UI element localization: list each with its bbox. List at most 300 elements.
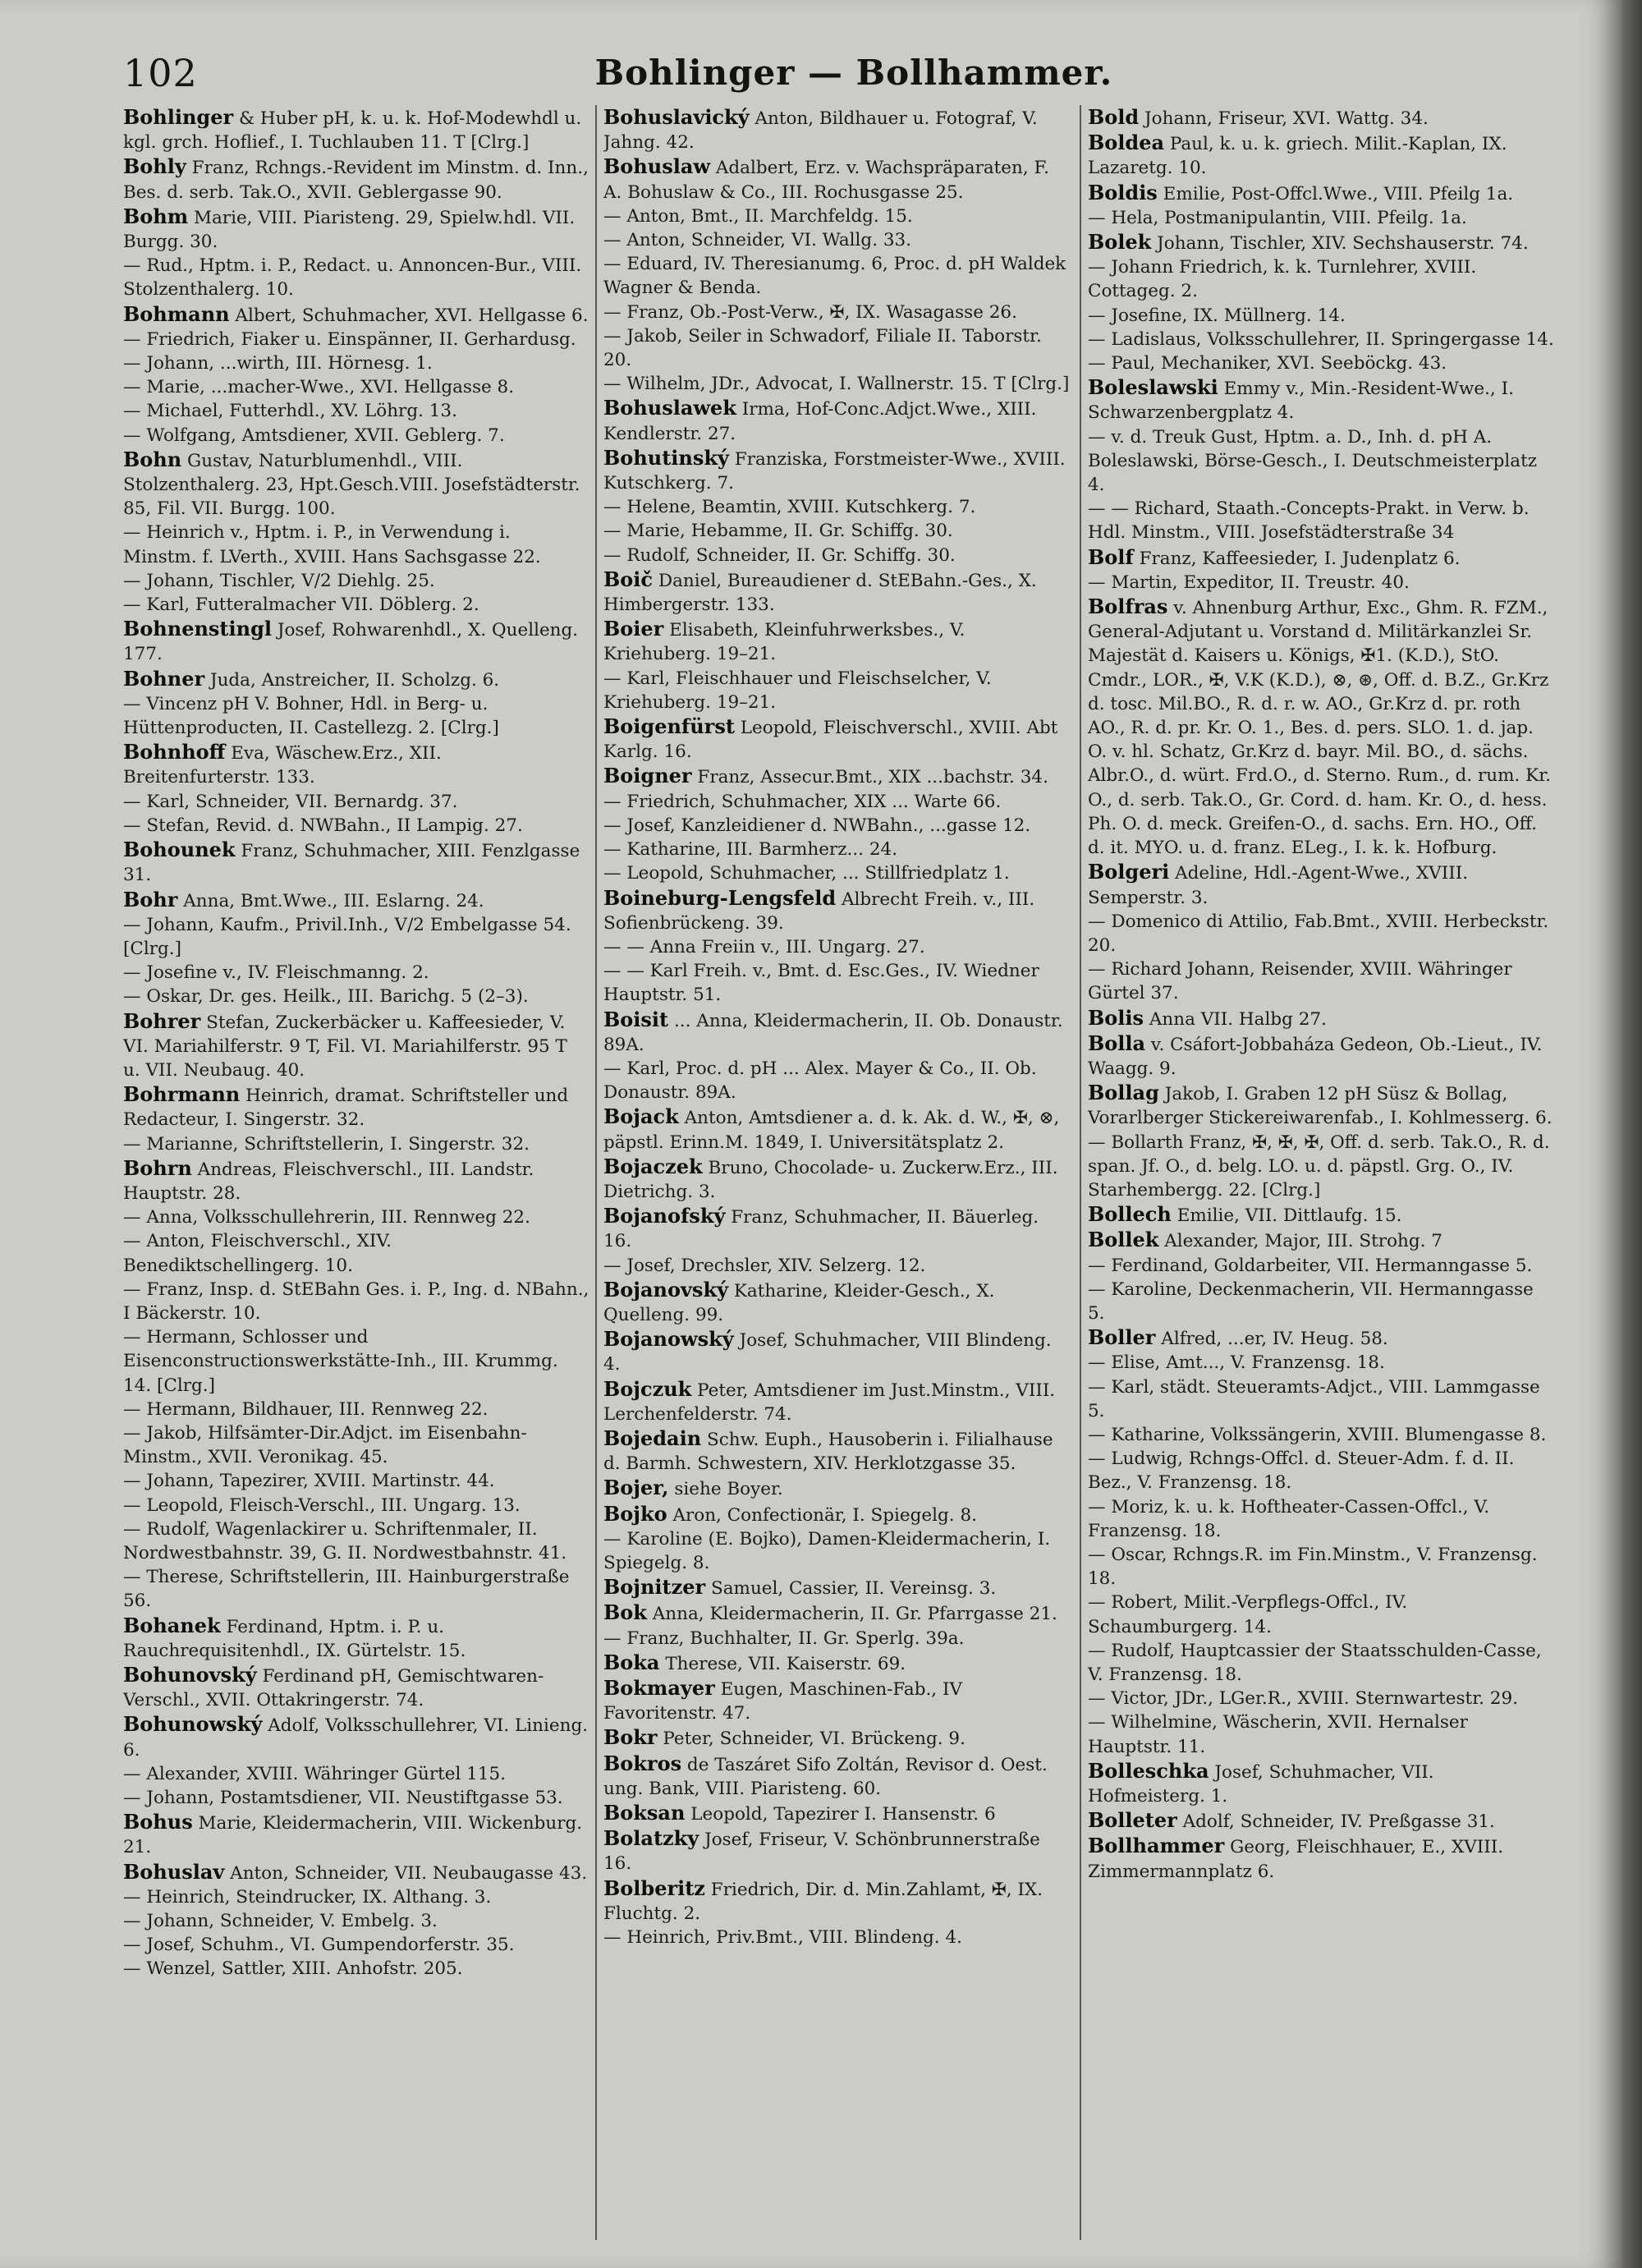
entry-details: Ferdinand pH, Gemischtwaren-Verschl., XVII. Ottakringerstr. 74. [123,1666,544,1711]
directory-entry [603,1476,1070,1501]
directory-entry [1088,1495,1554,1543]
entry-details: de Taszáret Sifo Zoltán, Revisor d. Oest. ung. Bank, VIII. Piaristeng. 60. [603,1754,1048,1799]
directory-entry [603,1204,1070,1253]
entry-surname: Bokr [603,1725,658,1750]
entry-surname: Bok [603,1600,647,1625]
entry-details: v. Csáfort-Jobbaháza Gedeon, Ob.-Lieut., IV. Waagg. 9. [1088,1034,1543,1079]
directory-entry [123,328,589,351]
directory-entry [603,1826,1070,1875]
directory-entry [1088,860,1554,909]
entry-details: — Rudolf, Wagenlackirer u. Schriftenmaler, II. Nordwestbahnstr. 39, G. II. Nordwestbahnstr. 41. [123,1518,567,1563]
entry-surname: Boič [603,567,654,591]
entry-details: — Franz, Insp. d. StEBahn Ges. i. P., Ing. d. NBahn., I Bäckerstr. 10. [123,1279,589,1324]
entry-details: — Anton, Bmt., II. Marchfeldg. 15. [603,205,913,227]
entry-details: Adalbert, Erz. v. Wachspräparaten, F. A. Bohuslaw & Co., III. Rochusgasse 25. [603,158,1049,203]
directory-entry [123,1860,589,1885]
directory-entry [603,617,1070,666]
entry-details: — Heinrich, Steindrucker, IX. Althang. 3. [123,1886,492,1908]
entry-details: Leopold, Tapezirer I. Hansenstr. 6 [685,1804,996,1825]
entry-details: Josef, Rohwarenhdl., X. Quelleng. 177. [123,620,579,665]
entry-surname: Bolleschka [1088,1758,1209,1783]
entry-surname: Bohuslavický [603,105,750,129]
directory-entry [123,351,589,375]
entry-surname: Bohuslav [123,1859,225,1884]
entry-details: — Josef, Kanzleidiener d. NWBahn., ...gasse 12. [603,815,1031,836]
entry-details: Emilie, Post-Offcl.Wwe., VIII. Pfeilg 1a. [1157,183,1514,204]
directory-entry [603,1600,1070,1626]
directory-entry [123,888,589,913]
directory-entry [123,154,589,204]
entry-details: — Franz, Ob.-Post-Verw., ✠, IX. Wasagasse 26. [603,301,1017,323]
entry-details: — Marianne, Schriftstellerin, I. Singerstr. 32. [123,1133,530,1155]
directory-entry [123,1614,589,1663]
entry-details: — Oscar, Rchngs.R. im Fin.Minstm., V. Franzensg. 18. [1088,1544,1538,1590]
directory-entry [1088,1687,1554,1710]
entry-details: — Karl, Futteralmacher VII. Döblerg. 2. [123,595,479,616]
entry-details: Anna, Bmt.Wwe., III. Eslarng. 24. [177,890,484,911]
column-2 [603,105,1070,2240]
entry-details: Albert, Schuhmacher, XVI. Hellgasse 6. [229,305,589,326]
directory-entry [1088,1254,1554,1278]
entry-details: — Johann Friedrich, k. k. Turnlehrer, XVIII. Cottageg. 2. [1088,257,1477,302]
entry-details: Anton, Amtsdiener a. d. k. Ak. d. W., ✠, ⊗, päpstl. Erinn.M. 1849, I. Universitätsplatz 2. [603,1108,1060,1153]
directory-entry [603,1426,1070,1476]
entry-details: — Katharine, Volkssängerin, XVIII. Blumengasse 8. [1088,1424,1547,1445]
directory-entry [123,1909,589,1933]
directory-entry [1088,957,1554,1005]
entry-details: Aron, Confectionär, I. Spiegelg. 8. [667,1504,977,1526]
entry-surname: Bojer, [603,1476,669,1500]
entry-details: — Jakob, Seiler in Schwadorf, Filiale II. Taborstr. 20. [603,325,1042,371]
entry-details: — Johann, Postamtsdiener, VII. Neustiftgasse 53. [123,1788,563,1809]
entry-surname: Boleslawski [1088,375,1218,400]
entry-surname: Boller [1088,1325,1156,1350]
entry-surname: Bohounek [123,838,236,862]
directory-entry [123,838,589,887]
entry-details: Friedrich, Dir. d. Min.Zahlamt, ✠, IX. Fluchtg. 2. [603,1879,1043,1924]
entry-details: — Richard Johann, Reisender, XVIII. Währinger Gürtel 37. [1088,959,1512,1004]
entry-surname: Bohuslawek [603,396,736,420]
entry-details: — Rud., Hptm. i. P., Redact. u. Annoncen-Bur., VIII. Stolzenthalerg. 10. [123,255,582,301]
entry-details: — Josef, Schuhm., VI. Gumpendorferstr. 35. [123,1935,515,1956]
entry-surname: Bojanofský [603,1204,726,1228]
entry-details: — Johann, ...wirth, III. Hörnesg. 1. [123,353,433,374]
entry-details: — Josefine v., IV. Fleischmanng. 2. [123,962,429,984]
entry-details: Daniel, Bureaudiener d. StEBahn.-Ges., X. Himbergerstr. 133. [603,570,1037,616]
directory-entry [603,790,1070,814]
entry-details: — Leopold, Fleisch-Verschl., III. Ungarg. 13. [123,1494,521,1516]
entry-details: — Karl, städt. Steueramts-Adjct., VIII. Lammgasse 5. [1088,1376,1540,1421]
entry-details: Schw. Euph., Hausoberin i. Filialhause d. Barmh. Schwestern, XIV. Herklotzgasse 35. [603,1429,1053,1475]
directory-entry [123,1494,589,1517]
entry-details: Adolf, Volksschullehrer, VI. Linieng. 6. [123,1715,589,1761]
entry-surname: Bohrmann [123,1082,241,1107]
directory-entry [603,301,1070,324]
entry-details: Anton, Schneider, VII. Neubaugasse 43. [224,1862,588,1884]
directory-entry [123,814,589,838]
directory-entry [603,838,1070,861]
entry-details: — Josef, Drechsler, XIV. Selzerg. 12. [603,1255,926,1276]
entry-details: Jakob, I. Graben 12 pH Süsz & Bollag, Vorarlberger Stickereiwarenfab., I. Kohlmesserg. 6. [1088,1084,1553,1129]
entry-details: siehe Boyer. [668,1479,783,1500]
entry-surname: Bold [1088,105,1140,129]
entry-details: — Wilhelm, JDr., Advocat, I. Wallnerstr. 15. T [Clrg.] [603,374,1070,395]
entry-details: — Jakob, Hilfsämter-Dir.Adjct. im Eisenbahn-Minstm., XVII. Veronikag. 45. [123,1422,527,1468]
directory-entry [123,302,589,328]
entry-details: — Katharine, III. Barmherz... 24. [603,839,898,861]
directory-entry [1088,1278,1554,1325]
entry-surname: Boldea [1088,131,1165,155]
entry-surname: Boldis [1088,180,1158,204]
entry-details: Bruno, Chocolade- u. Zuckerw.Erz., III. Dietrichg. 3. [603,1157,1058,1202]
entry-details: Eugen, Maschinen-Fab., IV Favoritenstr. 47. [603,1679,962,1724]
directory-entry [603,714,1070,764]
entry-surname: Boka [603,1650,660,1674]
entry-details: — Robert, Milit.-Verpflegs-Offcl., IV. Schaumburgerg. 14. [1088,1592,1408,1637]
entry-details: Anna VII. Halbg 27. [1144,1008,1327,1030]
directory-entry [1088,1325,1554,1351]
entry-details: — Karl, Schneider, VII. Bernardg. 37. [123,791,458,812]
entry-details: — Moriz, k. u. k. Hoftheater-Cassen-Offcl., V. Franzensg. 18. [1088,1496,1490,1541]
entry-details: Heinrich, dramat. Schriftsteller und Redacteur, I. Singerstr. 32. [123,1086,569,1131]
entry-surname: Bolatzky [603,1826,699,1851]
directory-entry [603,252,1070,300]
entry-details: — Heinrich v., Hptm. i. P., in Verwendung i. Minstm. f. LVerth., XVIII. Hans Sachsgasse 22. [123,522,541,567]
entry-details: — Friedrich, Schuhmacher, XIX ... Warte 66. [603,791,1002,812]
directory-entry [1088,1591,1554,1638]
entry-details: Johann, Friseur, XVI. Wattg. 34. [1139,108,1429,129]
directory-entry [1088,1081,1554,1130]
entry-details: — Anton, Schneider, VI. Wallg. 33. [603,230,912,251]
directory-entry [123,1762,589,1786]
entry-surname: Bolgeri [1088,860,1170,884]
entry-details: Anna, Kleidermacherin, II. Gr. Pfarrgasse 21. [646,1604,1057,1625]
entry-details: — Martin, Expeditor, II. Treustr. 40. [1088,572,1410,593]
directory-entry [123,204,589,254]
directory-entry [123,1325,589,1398]
column-divider [1080,105,1081,2240]
directory-entry [603,764,1070,789]
directory-entry [603,1254,1070,1278]
column-1 [123,105,589,2240]
entry-surname: Bohus [123,1810,193,1834]
entry-details: — — Richard, Staath.-Concepts-Prakt. in Verw. b. Hdl. Minstm., VIII. Josefstädterstraße 34 [1088,498,1530,544]
entry-surname: Bohm [123,204,189,228]
entry-details: Eva, Wäschew.Erz., XII. Breitenfurterstr. 133. [123,743,442,788]
directory-entry [603,544,1070,567]
directory-entry [603,1377,1070,1426]
directory-entry [123,254,589,301]
directory-entry [603,1502,1070,1527]
directory-entry [123,424,589,448]
entry-surname: Bojnitzer [603,1575,706,1600]
directory-entry [603,1627,1070,1650]
entry-surname: Bollhammer [1088,1834,1225,1858]
entry-details: — Wenzel, Sattler, XIII. Anhofstr. 205. [123,1958,463,1980]
entry-details: — Stefan, Revid. d. NWBahn., II Lampig. 27. [123,815,523,836]
directory-entry [1088,351,1554,375]
entry-details: — Anton, Fleischverschl., XIV. Benediktschellingerg. 10. [123,1231,392,1276]
entry-details: — Therese, Schriftstellerin, III. Hainburgerstraße 56. [123,1567,570,1612]
entry-details: — Ludwig, Rchngs-Offcl. d. Steuer-Adm. f. d. II. Bez., V. Franzensg. 18. [1088,1448,1515,1494]
directory-entry [123,569,589,593]
directory-entry [603,1327,1070,1376]
directory-entry [123,1712,589,1761]
entry-details: Marie, VIII. Piaristeng. 29, Spielw.hdl. VII. Burgg. 30. [123,207,576,253]
entry-details: Therese, VII. Kaiserstr. 69. [659,1653,906,1674]
directory-entry [123,790,589,814]
entry-details: Irma, Hof-Conc.Adjct.Wwe., XIII. Kendlerstr. 27. [603,399,1037,444]
directory-entry [123,1278,589,1325]
entry-surname: Boksan [603,1801,686,1825]
entry-surname: Bolis [1088,1005,1144,1030]
entry-details: Leopold, Fleischverschl., XVIII. Abt Karlg. 16. [603,718,1058,763]
directory-entry [603,1725,1070,1751]
directory-entry [603,1057,1070,1104]
directory-entry [603,495,1070,519]
entry-details: — Wolfgang, Amtsdiener, XVII. Geblerg. 7. [123,425,505,446]
directory-entry [603,1527,1070,1575]
entry-surname: Boineburg-Lengsfeld [603,885,837,910]
directory-entry [1088,1228,1554,1253]
directory-entry [123,448,589,521]
running-head: Bohlinger — Bollhammer. [594,53,1113,93]
entry-details: — v. d. Treuk Gust, Hptm. a. D., Inh. d. pH A. Boleslawski, Börse-Gesch., I. Deutschmeisterplatz 4. [1088,426,1538,496]
entry-details: & Huber pH, k. u. k. Hof-Modewhdl u. kgl. grch. Hoflief., I. Tuchlauben 11. T [Clrg.] [123,108,582,154]
entry-details: — Bollarth Franz, ✠, ✠, ✠, Off. d. serb. Tak.O., R. d. span. Jf. O., d. belg. LO. u. d. päpstl. Grg. O., IV. Starhembergg. 22. [Clrg.] [1088,1132,1550,1201]
entry-details: Alfred, ...er, IV. Heug. 58. [1155,1329,1388,1350]
entry-surname: Bohlinger [123,105,234,129]
entry-details: Peter, Schneider, VI. Brückeng. 9. [657,1729,965,1750]
directory-entry [123,593,589,617]
entry-surname: Bojaczek [603,1154,703,1178]
entry-details: — Johann, Tapezirer, XVIII. Martinstr. 44. [123,1471,495,1492]
entry-details: — Johann, Tischler, V/2 Diehlg. 25. [123,570,435,591]
directory-entry [603,446,1070,495]
entry-details: Elisabeth, Kleinfuhrwerksbes., V. Kriehuberg. 19–21. [603,620,965,665]
directory-entry [123,1132,589,1156]
entry-details: — Elise, Amt..., V. Franzensg. 18. [1088,1352,1385,1374]
entry-surname: Bojanovský [603,1277,729,1302]
entry-surname: Bohunovský [123,1663,257,1687]
directory-entry [123,1421,589,1469]
directory-entry [123,692,589,740]
entry-details: Johann, Tischler, XIV. Sechshauserstr. 74. [1151,233,1529,255]
directory-entry [603,1650,1070,1676]
page-header [123,51,1601,108]
entry-surname: Bollag [1088,1081,1159,1105]
entry-surname: Boier [603,617,664,641]
directory-entry [123,375,589,399]
directory-entry [1088,1423,1554,1447]
directory-entry [603,1278,1070,1327]
directory-entry [1088,1031,1554,1081]
directory-entry [123,1156,589,1205]
directory-entry [123,1517,589,1565]
entry-surname: Bolfras [1088,595,1168,619]
entry-details: — Leopold, Schuhmacher, ... Stillfriedplatz 1. [603,863,1010,884]
directory-entry [123,961,589,985]
directory-entry [603,154,1070,204]
entry-surname: Bojko [603,1501,667,1526]
entry-details: Gustav, Naturblumenhdl., VIII. Stolzenthalerg. 23, Hpt.Gesch.VIII. Josefstädterstr. 85, Fil. VII. Burgg. 100. [123,450,580,520]
directory-entry [123,1786,589,1810]
entry-surname: Bohner [123,666,205,691]
directory-entry [1088,181,1554,206]
entry-surname: Bokmayer [603,1676,715,1700]
entry-details: — Marie, ...macher-Wwe., XVI. Hellgasse 8. [123,377,515,398]
directory-entry [603,396,1070,445]
entry-surname: Bokros [603,1751,682,1775]
directory-entry [603,959,1070,1007]
directory-entry [123,1663,589,1712]
entry-details: Katharine, Kleider-Gesch., X. Quelleng. 99. [603,1280,995,1325]
directory-entry [123,667,589,692]
directory-entry [603,228,1070,252]
entry-surname: Bolberitz [603,1875,705,1900]
directory-entry [603,1155,1070,1204]
column-3 [1088,105,1554,2240]
entry-details: Franz, Schuhmacher, II. Bäuerleg. 16. [603,1207,1039,1252]
entry-details: Georg, Fleischhauer, E., XVIII. Zimmermannplatz 6. [1088,1837,1504,1882]
directory-entry [603,204,1070,228]
directory-entry [123,1469,589,1493]
entry-details: — Hermann, Bildhauer, III. Rennweg 22. [123,1398,488,1420]
entry-details: Alexander, Major, III. Strohg. 7 [1158,1231,1442,1252]
entry-surname: Bolf [1088,544,1134,569]
entry-details: — Ferdinand, Goldarbeiter, VII. Hermanngasse 5. [1088,1255,1533,1276]
directory-entry [1088,1710,1554,1758]
directory-entry [603,1104,1070,1154]
entry-details: Adolf, Schneider, IV. Preßgasse 31. [1176,1811,1495,1833]
entry-details: Josef, Schuhmacher, VII. Hofmeisterg. 1. [1088,1761,1434,1807]
directory-entry [1088,131,1554,180]
directory-entry [603,861,1070,885]
directory-entry [1088,375,1554,425]
entry-details: — Marie, Hebamme, II. Gr. Schiffg. 30. [603,521,953,542]
entry-details: v. Ahnenburg Arthur, Exc., Ghm. R. FZM., General-Adjutant u. Vorstand d. Militärkanzlei Sr. Majestät d. Kaisers u. Königs, ✠1. (K.D.), StO. Cmdr., LOR., ✠, V.K (K.D.), ⊗, ⊛, Off. d. B.Z., Gr.Krz d. tosc. Mil.BO., R. d. r. w. AO., Gr.Krz d. pr. roth AO., R. d. pr. Kr. O. 1., Bes. d. pers. SLO. 1. d. jap. O. v. hl. Schatz, Gr.Krz d. bayr. Mil. BO., d. sächs. Albr.O., d. würt. Frd.O., d. Sterno. Rum., d. rum. Kr. O., d. serb. Tak.O., Gr. Cord. d. ham. Kr. O., d. hess. Ph. O. d. meck. Greifen-O., d. sachs. Ern. HO., Off. d. it. MYO. u. d. franz. ELeg., I. k. k. Hofburg. [1088,598,1551,859]
directory-entry [603,667,1070,714]
entry-details: Peter, Amtsdiener im Just.Minstm., VIII. Lerchenfelderstr. 74. [603,1380,1056,1425]
entry-details: Franz, Kaffeesieder, I. Judenplatz 6. [1133,548,1461,569]
entry-details: Anton, Bildhauer u. Fotograf, V. Jahng. 42. [603,108,1038,154]
directory-entry [123,913,589,961]
page-edge-shadow [1622,0,1642,2268]
entry-details: — Karoline, Deckenmacherin, VII. Hermanngasse 5. [1088,1279,1534,1324]
entry-surname: Bojedain [603,1426,702,1450]
directory-entry [603,935,1070,959]
directory-entry [603,1008,1070,1057]
entry-details: — Karoline (E. Bojko), Damen-Kleidermacherin, I. Spiegelg. 8. [603,1528,1051,1573]
directory-columns [123,105,1605,2240]
directory-entry [603,1752,1070,1801]
entry-surname: Bollek [1088,1228,1159,1252]
directory-entry [1088,1202,1554,1228]
directory-entry [1088,1639,1554,1687]
directory-entry [123,1398,589,1421]
directory-entry [603,1876,1070,1926]
directory-entry [123,1810,589,1859]
directory-entry [1088,545,1554,571]
entry-details: — — Anna Freiin v., III. Ungarg. 27. [603,936,925,957]
entry-surname: Boigenfürst [603,714,735,739]
directory-entry [1088,1131,1554,1203]
entry-details: — Eduard, IV. Theresianumg. 6, Proc. d. pH Waldek Wagner & Benda. [603,254,1066,299]
directory-entry [123,399,589,423]
entry-surname: Bohly [123,154,186,179]
entry-details: — Hermann, Schlosser und Eisenconstructionswerkstätte-Inh., III. Krummg. 14. [Clrg.] [123,1327,558,1396]
entry-details: Marie, Kleidermacherin, VIII. Wickenburg. 21. [123,1813,583,1858]
entry-details: — Anna, Volksschullehrerin, III. Rennweg 22. [123,1207,530,1228]
directory-entry [123,1957,589,1981]
entry-details: — Hela, Postmanipulantin, VIII. Pfeilg. 1a. [1088,207,1467,228]
entry-details: Stefan, Zuckerbäcker u. Kaffeesieder, V. VI. Mariahilferstr. 9 T, Fil. VI. Mariahilferstr. 95 T u. VII. Neubaug. 40. [123,1012,567,1081]
entry-details: — Josefine, IX. Müllnerg. 14. [1088,305,1346,326]
directory-entry [1088,1351,1554,1375]
directory-entry [1088,328,1554,351]
entry-details: — Paul, Mechaniker, XVI. Seeböckg. 43. [1088,353,1447,374]
entry-surname: Bohrn [123,1155,192,1180]
directory-entry [603,519,1070,543]
entry-surname: Bolla [1088,1031,1146,1055]
entry-surname: Bojack [603,1104,679,1129]
entry-details: Josef, Friseur, V. Schönbrunnerstraße 16. [603,1830,1040,1875]
directory-entry [603,814,1070,838]
entry-details: — Friedrich, Fiaker u. Einspänner, II. Gerhardusg. [123,328,576,350]
entry-surname: Bohutinský [603,445,729,470]
entry-details: — Franz, Buchhalter, II. Gr. Sperlg. 39a. [603,1628,965,1649]
entry-details: Samuel, Cassier, II. Vereinsg. 3. [705,1578,997,1600]
entry-details: — Vincenz pH V. Bohner, Hdl. in Berg- u. Hüttenproducten, II. Castellezg. 2. [Clrg.] [123,693,499,739]
directory-entry [1088,1759,1554,1808]
directory-entry [603,372,1070,396]
entry-details: — Johann, Kaufm., Privil.Inh., V/2 Embelgasse 54. [Clrg.] [123,914,571,959]
directory-entry [1088,595,1554,860]
directory-entry [123,1565,589,1613]
entry-details: — Wilhelmine, Wäscherin, XVII. Hernalser Hauptstr. 11. [1088,1712,1468,1757]
entry-surname: Bohmann [123,301,230,326]
directory-entry [1088,105,1554,131]
entry-details: Franz, Rchngs.-Revident im Minstm. d. Inn., Bes. d. serb. Tak.O., XVII. Geblergasse 90. [123,158,589,203]
directory-entry [1088,230,1554,255]
entry-surname: Bohnhoff [123,740,226,764]
entry-details: Paul, k. u. k. griech. Milit.-Kaplan, IX. Lazaretg. 10. [1088,134,1507,179]
entry-details: Emilie, VII. Dittlaufg. 15. [1171,1205,1402,1227]
directory-entry [603,567,1070,617]
directory-entry [123,521,589,568]
entry-surname: Bollech [1088,1202,1172,1227]
entry-details: Adeline, Hdl.-Agent-Wwe., XVIII. Semperstr. 3. [1088,863,1469,908]
directory-entry [1088,1808,1554,1834]
entry-details: — Oskar, Dr. ges. Heilk., III. Barichg. 5 (2–3). [123,986,529,1008]
directory-entry [603,324,1070,372]
entry-details: Andreas, Fleischverschl., III. Landstr. Hauptstr. 28. [123,1159,534,1204]
entry-surname: Bohnenstingl [123,617,272,641]
directory-entry [603,1676,1070,1725]
entry-surname: Bohrer [123,1008,201,1033]
entry-details: — Michael, Futterhdl., XV. Löhrg. 13. [123,401,457,422]
entry-details: — Rudolf, Schneider, II. Gr. Schiffg. 30. [603,544,956,566]
directory-entry [123,1885,589,1909]
directory-entry [123,1205,589,1229]
directory-entry [1088,571,1554,595]
directory-entry [1088,255,1554,303]
entry-surname: Bolek [1088,230,1152,255]
entry-surname: Bohunowský [123,1712,263,1737]
entry-details: Ferdinand, Hptm. i. P. u. Rauchrequisitenhdl., IX. Gürtelstr. 15. [123,1616,466,1661]
directory-entry [123,617,589,666]
entry-surname: Bojanowský [603,1327,734,1352]
